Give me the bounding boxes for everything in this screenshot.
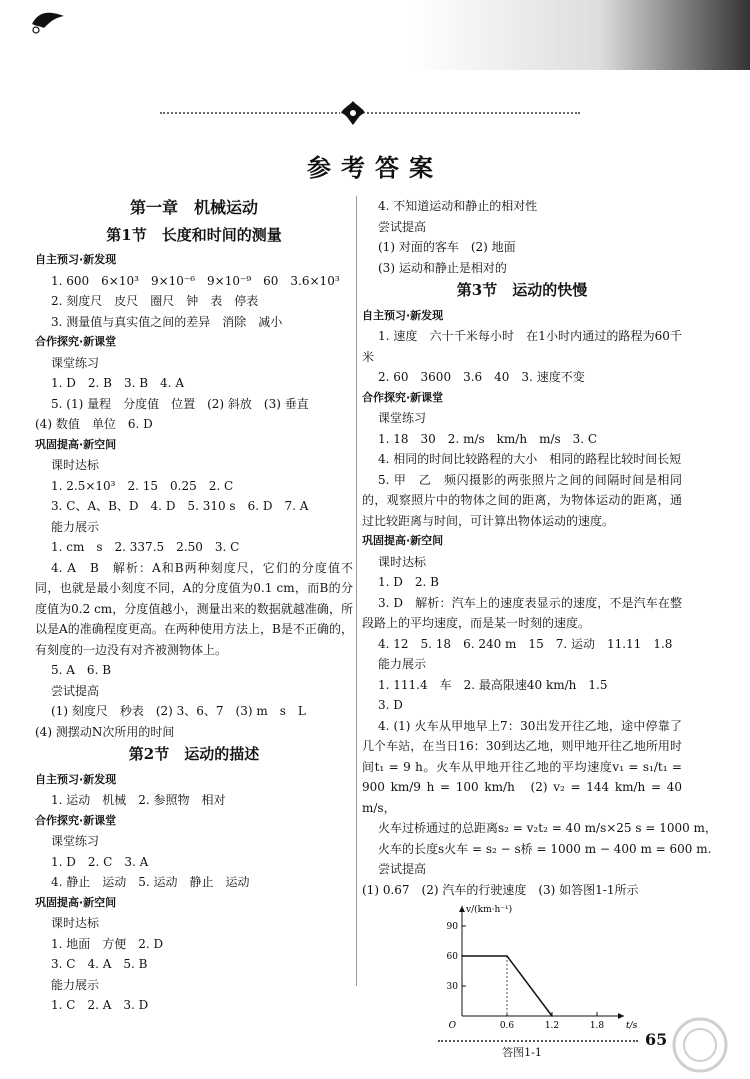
answer-line: 课时达标 [378, 554, 427, 569]
x-tick-label: 1.8 [589, 1021, 605, 1031]
watermark-icon [620, 1005, 730, 1075]
answer-line: 3. C 4. A 5. B [51, 957, 148, 971]
subsection-tag: 自主预习·新发现 [35, 253, 117, 266]
answer-line: 1. 2.5×10³ 2. 15 0.25 2. C [51, 478, 234, 493]
answer-line: 1. D 2. B 3. B 4. A [51, 376, 184, 390]
answer-line: (4) 数值 单位 6. D [35, 417, 153, 431]
series-point [551, 1015, 553, 1017]
answer-line: 4. 不知道运动和静止的相对性 [378, 199, 538, 213]
answer-line: 1. D 2. B [378, 575, 439, 589]
answer-line: 课时达标 [51, 458, 100, 472]
chapter-heading: 第一章 机械运动 [129, 198, 258, 217]
subsection-tag: 合作探究·新课堂 [35, 335, 117, 348]
subsection-tag: 合作探究·新课堂 [35, 813, 117, 827]
answer-line: 1. D 2. C 3. A [51, 854, 149, 869]
section-heading: 第1节 长度和时间的测量 [106, 225, 282, 244]
x-tick-label: 1.2 [544, 1021, 560, 1031]
answer-line: 1. C 2. A 3. D [51, 998, 149, 1012]
answer-line: (1) 刻度尺 秒表 (2) 3、6、7 (3) m s L [51, 704, 306, 718]
right-column-lines [362, 196, 717, 900]
answer-line: 课堂练习 [51, 834, 100, 848]
velocity-time-chart [432, 904, 638, 1034]
answer-line: 4. 12 5. 18 6. 240 m 15 7. 运动 11.11 1.8 [378, 636, 673, 651]
answer-line: 4. 静止 运动 5. 运动 静止 运动 [51, 875, 250, 889]
answer-line: 能力展示 [51, 977, 100, 992]
answer-line: 课堂练习 [51, 355, 100, 370]
answer-paragraph: 4. 相同的时间比较路程的大小 相同的路程比较时间长短 [378, 452, 682, 466]
page-title: 参考答案 [307, 153, 443, 182]
subsection-tag: 自主预习·新发现 [362, 308, 444, 322]
subsection-tag: 巩固提高·新空间 [362, 534, 444, 547]
answer-paragraph: 5. 甲 乙 频闪摄影的两张照片之间的间隔时间是相同的，观察照片中的物体之间的距离，为物体运动的距离，通过比较距离与时间，可计算出物体运动的速度。 [362, 472, 682, 528]
x-tick-label: 0.6 [499, 1021, 515, 1031]
x-axis-label: t/s [626, 1021, 638, 1031]
answer-line: 尝试提高 [51, 683, 100, 698]
subsection-tag: 巩固提高·新空间 [35, 437, 117, 451]
answer-line: (1) 0.67 (2) 汽车的行驶速度 (3) 如答图1-1所示 [362, 882, 639, 897]
answer-line: 课时达标 [51, 916, 100, 930]
answer-line: 5. (1) 量程 分度值 位置 (2) 斜放 (3) 垂直 [51, 396, 309, 411]
answer-paragraph: 3. D 解析：汽车上的速度表显示的速度，不是汽车在整段路上的平均速度，而是某一时刻的速度。 [362, 595, 682, 630]
bird-logo-icon [30, 6, 66, 34]
section-heading: 第2节 运动的描述 [128, 745, 260, 763]
y-tick-label: 90 [446, 922, 458, 932]
left-column [35, 196, 353, 1016]
answer-line: 2. 60 3600 3.6 40 3. 速度不变 [378, 370, 585, 384]
right-column [362, 196, 717, 1063]
answer-line: 3. D [378, 698, 403, 712]
answer-line: 课堂练习 [378, 411, 427, 425]
answer-line: 尝试提高 [378, 862, 427, 876]
answer-line: 尝试提高 [378, 219, 427, 234]
origin-label: O [448, 1021, 456, 1031]
answer-line: 1. 地面 方便 2. D [51, 936, 164, 951]
y-axis-label: v/(km·h⁻¹) [466, 905, 513, 915]
answer-line: (3) 运动和静止是相对的 [378, 260, 507, 275]
series-point [461, 955, 463, 957]
series-point [506, 955, 508, 957]
ornament-divider [160, 112, 580, 114]
y-tick-label: 60 [446, 952, 458, 962]
answer-line: (1) 对面的客车 (2) 地面 [378, 240, 516, 254]
answer-line: 能力展示 [378, 657, 427, 671]
answer-line: 火车过桥通过的总距离s₂ = v₂t₂ = 40 m/s×25 s = 1000 m， [378, 821, 717, 835]
answer-line: 1. 111.4 车 2. 最高限速40 km/h 1.5 [378, 677, 608, 692]
answer-line: 1. 运动 机械 2. 参照物 相对 [51, 793, 226, 807]
answer-line: 5. A 6. B [51, 663, 112, 677]
y-axis-arrow-icon [459, 906, 465, 912]
chart-caption: 答图1-1 [502, 1045, 542, 1059]
answer-line: 1. cm s 2. 337.5 2.50 3. C [51, 540, 240, 554]
header-bar [0, 0, 750, 70]
answer-line: 3. 测量值与真实值之间的差异 消除 减小 [51, 314, 283, 329]
column-divider [356, 196, 357, 986]
subsection-tag: 自主预习·新发现 [35, 772, 117, 786]
answer-line: 2. 刻度尺 皮尺 圈尺 钟 表 停表 [51, 294, 259, 308]
section-heading: 第3节 运动的快慢 [456, 281, 588, 299]
answer-line: 1. 600 6×10³ 9×10⁻⁶ 9×10⁻⁹ 60 3.6×10³ [51, 273, 340, 288]
subsection-tag: 合作探究·新课堂 [362, 390, 444, 404]
answer-paragraph: 4. A B 解析：A和B两种刻度尺，它们的分度值不同，也就是最小刻度不同，A的分度值为0.1 cm，而B的分度值为0.2 cm，分度值越小，测量出来的数据就越准确，所以是A的准确程度更高。在两种使用方法上，B是不正确的，有刻度的一边没有对齐被测物体上。 [35, 560, 353, 657]
answer-paragraph: 1. 速度 六十千米每小时 在1小时内通过的路程为60千米 [362, 329, 682, 364]
answer-line: 1. 18 30 2. m/s km/h m/s 3. C [378, 431, 598, 446]
subsection-tag: 巩固提高·新空间 [35, 895, 117, 909]
answer-line: 3. C、A、B、D 4. D 5. 310 s 6. D 7. A [51, 499, 309, 513]
answer-line: (4) 测摆动N次所用的时间 [35, 724, 175, 739]
footer-divider [438, 1040, 638, 1042]
answer-paragraph: 4. (1) 火车从甲地早上7：30出发开往乙地，途中停靠了几个车站，在当日16：30到达乙地，则甲地开往乙地所用时间t₁ = 9 h。火车从甲地开往乙地的平均速度v₁ = s₁/t₁ = 900 km/9 h = 100 km/h (2) v₂ = 144 km/h = 40 m/s， [362, 718, 682, 815]
answer-line: 火车的长度s火车 = s₂ − s桥 = 1000 m − 400 m = 600 m. [378, 841, 712, 856]
y-tick-label: 30 [446, 982, 458, 992]
flower-ornament-icon [338, 98, 368, 128]
answer-line: 能力展示 [51, 519, 100, 534]
page-number: 65 [645, 1030, 668, 1049]
